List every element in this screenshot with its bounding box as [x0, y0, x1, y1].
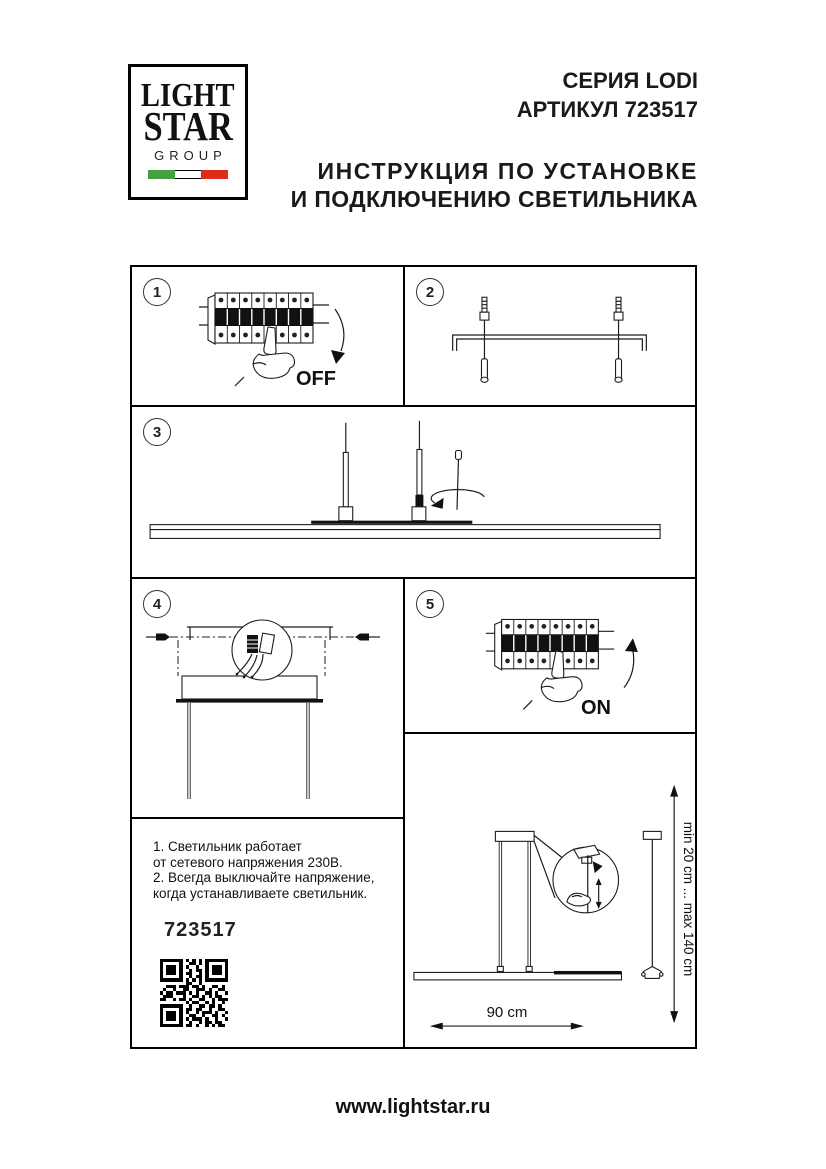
flag-red: [201, 170, 228, 179]
suspension-cable-right: [412, 421, 426, 521]
article-number: 723517: [164, 919, 237, 941]
arrow-down-icon: [331, 309, 345, 364]
page-title: [291, 157, 698, 213]
pendant-canopy-drawing: [495, 831, 534, 841]
screw-and-anchor-right: [614, 297, 623, 382]
step-4-badge: 4: [143, 590, 171, 618]
canopy-mounting-illustration: [132, 579, 403, 817]
circuit-breaker-drawing: [199, 293, 329, 344]
breaker-on-label: ON: [581, 697, 611, 719]
note-line: 1. Светильник работает: [153, 839, 302, 854]
series-label: СЕРИЯ LODI: [562, 68, 698, 93]
canopy-drawing: [176, 676, 323, 703]
title-line-1: ИНСТРУКЦИЯ ПО УСТАНОВКЕ: [317, 158, 698, 184]
lightstar-logo: [128, 64, 248, 200]
step-1-badge: 1: [143, 278, 171, 306]
header-text: [291, 66, 698, 213]
width-dimension-arrow: [430, 1023, 584, 1030]
pendant-dimensions-illustration: [405, 734, 695, 1047]
note-line: когда устанавливаете светильник.: [153, 885, 368, 901]
suspension-cable-left: [339, 423, 353, 521]
safety-notes: [153, 839, 374, 901]
breaker-off-illustration: [132, 267, 403, 405]
step-1-panel: [132, 267, 405, 407]
step-5-badge: 5: [416, 590, 444, 618]
width-dimension-label: 90 cm: [486, 1004, 528, 1021]
flag-green: [148, 170, 175, 179]
step-3-panel: [132, 407, 695, 579]
single-cable-side-view: [642, 831, 663, 978]
screw-and-anchor-left: [480, 297, 489, 382]
step-3-badge: 3: [143, 418, 171, 446]
note-line: 2. Всегда выключайте напряжение,: [153, 870, 375, 885]
article-label: АРТИКУЛ 723517: [516, 97, 698, 122]
logo-word-star: STAR: [143, 103, 233, 149]
magnifier-detail-connectors: [232, 620, 292, 680]
qr-code: [160, 959, 228, 1027]
notes-panel: [132, 819, 405, 1047]
side-screw-right: [355, 634, 380, 641]
step-2-badge: 2: [416, 278, 444, 306]
hanging-cables: [188, 703, 309, 799]
magnifier-detail-adjuster: [534, 835, 618, 912]
circuit-breaker-drawing: [486, 619, 614, 669]
pendant-bar-drawing: [414, 966, 622, 979]
mounting-bracket-drawing: [453, 335, 647, 351]
height-dimension-arrow: [670, 785, 678, 1023]
arrow-up-icon: [624, 638, 638, 687]
side-screw-left: [146, 634, 170, 641]
website-url: www.lightstar.ru: [335, 1096, 491, 1118]
breaker-on-illustration: [405, 579, 695, 732]
title-line-2: И ПОДКЛЮЧЕНИЮ СВЕТИЛЬНИКА: [290, 186, 698, 212]
italian-flag-bar: [148, 170, 228, 179]
step-4-panel: [132, 579, 405, 819]
breaker-off-label: OFF: [296, 368, 336, 390]
pendant-cables: [499, 841, 530, 970]
bracket-mounting-illustration: [405, 267, 695, 405]
logo-word-light: LIGHT: [141, 77, 235, 114]
logo-word-group: GROUP: [154, 148, 227, 163]
light-bar-illustration: [132, 407, 695, 577]
flag-white: [175, 170, 202, 179]
height-dimension-label: min 20 cm ... max 140 cm: [681, 821, 696, 977]
step-5-panel: [405, 579, 695, 734]
light-bar-drawing: [150, 521, 660, 539]
screwdriver-icon: [456, 450, 462, 509]
step-2-panel: [405, 267, 695, 407]
instruction-grid: [130, 265, 697, 1049]
dimensions-panel: [405, 734, 695, 1047]
note-line: от сетевого напряжения 230В.: [153, 854, 343, 870]
